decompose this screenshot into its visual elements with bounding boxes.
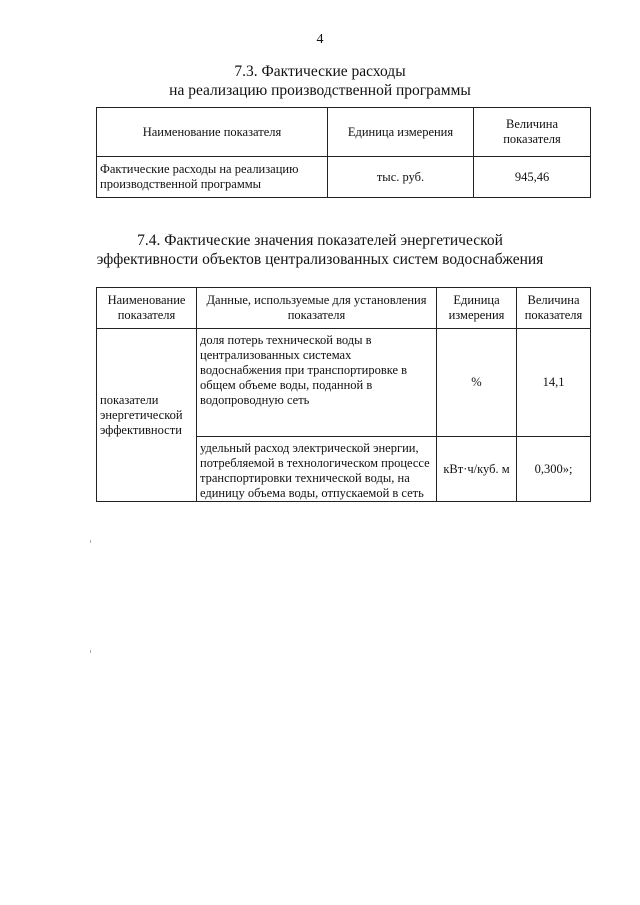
header-cell-value: Величина показателя [474, 108, 591, 157]
section-7-3-heading [0, 62, 640, 100]
page-number: 4 [316, 32, 324, 47]
cell-description: доля потерь технической воды в централизованных системах водоснабжения при транспортировке в общем объеме воды, поданной в водопроводную сеть [197, 329, 437, 437]
cell-unit: кВт·ч/куб. м [437, 437, 517, 502]
table-header-row [97, 108, 591, 157]
section-7-4-heading [0, 231, 640, 269]
header-cell-unit: Единица измерения [437, 288, 517, 329]
section-7-4-heading-line1: 7.4. Фактические значения показателей энергетической [137, 232, 503, 249]
section-7-4-heading-line2: эффективности объектов централизованных систем водоснабжения [96, 251, 544, 268]
cell-name: Фактические расходы на реализацию производственной программы [97, 157, 328, 198]
table-row [97, 329, 591, 437]
cell-description: удельный расход электрической энергии, потребляемой в технологическом процессе транспортировки технической воды, на единицу объема воды, отпускаемой в сеть [197, 437, 437, 502]
cell-value: 945,46 [474, 157, 591, 198]
cell-unit: % [437, 329, 517, 437]
actual-expenses-table [96, 107, 591, 198]
energy-efficiency-table [96, 287, 591, 502]
header-cell-unit: Единица измерения [328, 108, 474, 157]
table-header-row [97, 288, 591, 329]
cell-value: 0,300»; [517, 437, 591, 502]
section-7-3-heading-line1: 7.3. Фактические расходы [234, 63, 406, 80]
header-cell-name: Наименование показателя [97, 108, 328, 157]
cell-value: 14,1 [517, 329, 591, 437]
header-cell-value: Величина показателя [517, 288, 591, 329]
scan-mark [90, 540, 91, 543]
cell-unit: тыс. руб. [328, 157, 474, 198]
table-row [97, 157, 591, 198]
scan-mark [90, 650, 91, 653]
header-cell-name: Наименование показателя [97, 288, 197, 329]
header-cell-data: Данные, используемые для установления показателя [197, 288, 437, 329]
section-7-3-heading-line2: на реализацию производственной программы [169, 82, 471, 99]
cell-group-name: показатели энергетической эффективности [97, 329, 197, 502]
